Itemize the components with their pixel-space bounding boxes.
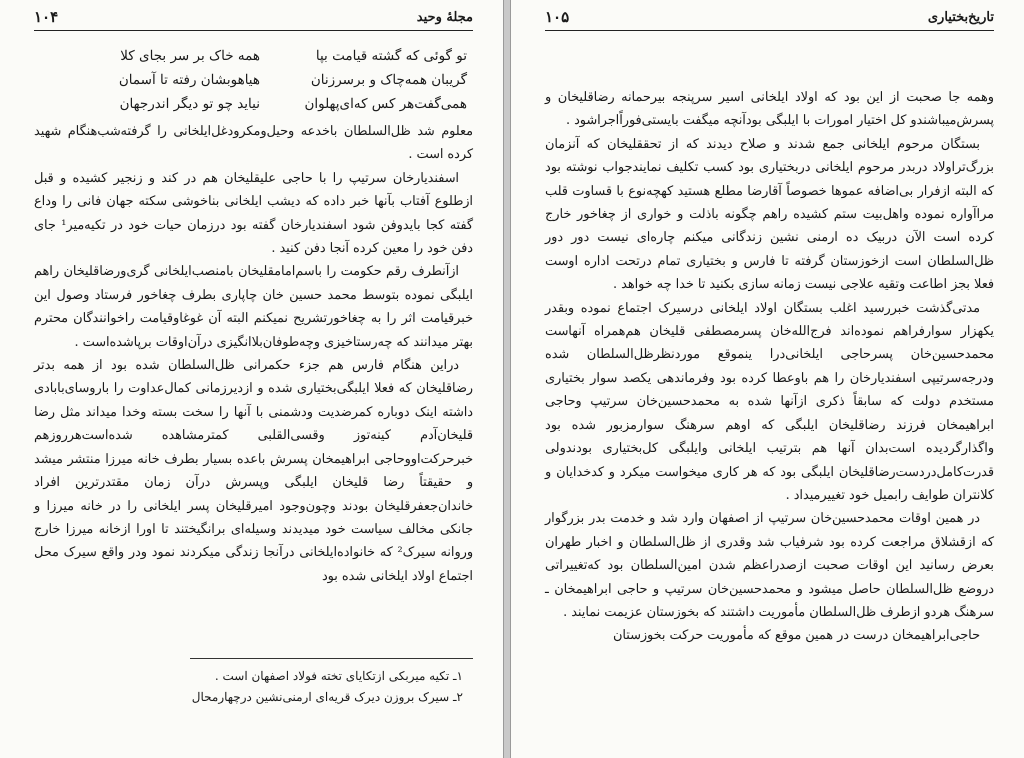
left-page-number: ۱۰۴ bbox=[34, 8, 59, 26]
paragraph: معلوم شد ظل‌السلطان باخدعه وحیل‌ومکرودغل‌ایلخانی را گرفته‌شب‌هنگام شهید کرده است . bbox=[34, 124, 473, 163]
paragraph: دراین هنگام فارس هم جزء حکمرانی ظل‌السلطان شده بود از همه بدتر رضاقلیخان که فعلا ایلبگی‌بختیاری شده و ازدیرزمانی کمال‌عداوت را باروسای‌بابادی داشته اینک دوباره کمرضدیت ودشمنی با آنها را سخت بسته وخدا میداند مثل رضا قلیخان‌آدم کینه‌توز وقسی‌القلبی کمترمشاهده شده‌است‌هرروزهم خبرحرکت‌اووحاجی ابراهیمخان پسرش باعده بسیار بطرف خانه میرزا منتشر میشد و حقیقتاً رضا قلیخان ایلبگی وپسرش درآن زمان مقتدرترین افراد خاندان‌جعفرقلیخان بودند وچون‌وجود امیرقلیخان پسر ایلخانی را در خانه میرزا و جانکی مخالف سیاست خود میدیدند وسیله‌ای برانگیختند تا اورا ازخانه میرزا خارج وروانه سیرک² که خانواده‌ایلخانی درآنجا زندگی میکردند نمود ودر واقع سیرک محل اجتماع اولاد ایلخانی شده بود bbox=[34, 358, 473, 584]
right-page-body bbox=[545, 86, 994, 648]
poem-hemistich: گریبان همه‌چاک و برسرزنان bbox=[310, 72, 467, 88]
paragraph: مدتی‌گذشت خبررسید اغلب بستگان اولاد ایلخانی درسیرک اجتماع نموده وبقدر یکهزار سوارفراهم نموده‌اند فرج‌الله‌خان پسرمصطفی قلیخان هم‌همراه آنهاست محمدحسین‌خان پسرحاجی ایلخانی‌درا ینموقع موردنظرظل‌السلطان شده ودرجه‌سرتیپی اسفندیارخان را هم باوعطا کرده بود وفرماندهی یکصد سوار بختیاری مستخدم دولت که سابقاً ذکری ازآنها شده به محمدحسین‌خان سرتیپ وحاجی ابراهیمخان فرزند رضاقلیخان ایلبگی که اوهم سرهنگ سوارمزبور شده بود واگذارگردیده است‌بدان آنها هم بترتیب ایلخانی وایلبگی کل‌بختیاری بودندولی قدرت‌کامل‌دردست‌رضاقلیخان ایلبگی بود که هر کاری میخواست میکرد و کدخدایان و کلانتران طوایف رابمیل خود تغییرمیداد . bbox=[545, 300, 994, 503]
poem-hemistich: همی‌گفت‌هر کس که‌ای‌پهلوان bbox=[304, 96, 467, 112]
paragraph: ازآنطرف رقم حکومت را باسم‌امامقلیخان بامنصب‌ایلخانی گری‌ورضاقلیخان راهم ایلبگی نموده بتوسط محمد حسین خان چاپاری بطرف چغاخور فرستاد وصول این خبرقیامت اثر را به چغاخورتشریح نمیکنم البته آن غوغاوقیامت راخوانندگان محترم بهتر میدانند که چه‌رستاخیزی وچه‌طوفان‌بلاانگیزی درآن‌اوقات برپاشده‌است . bbox=[34, 264, 473, 350]
poem-verse bbox=[40, 96, 467, 120]
paragraph: در همین اوقات محمدحسین‌خان سرتیپ از اصفهان وارد شد و خدمت بدر بزرگوار که ازقشلاق مراجعت کرده بود شرفیاب شد وقدری از ظل‌السلطان و اخبار طهران بعرض رسانید این اوقات صحبت ازصدراعظم شدن امین‌السلطان بود که‌تغییراتی دروضع ظل‌السلطان حاصل میشود و محمدحسین‌خان سرتیپ و حاجی ابراهیمخان ـ سرهنگ هردو ازطرف ظل‌السلطان مأموریت داشتند که بخوزستان عزیمت نمایند . bbox=[545, 511, 994, 620]
footnote: ۲ـ سیرک بروزن دیرک قریه‌ای ارمنی‌نشین درچهارمحال bbox=[191, 690, 463, 704]
poem bbox=[40, 48, 467, 120]
footnote-divider bbox=[190, 658, 473, 659]
poem-verse bbox=[40, 48, 467, 72]
paragraph: اسفندیارخان سرتیپ را با حاجی علیقلیخان هم در کند و زنجیر کشیده و قبل ازطلوع آفتاب بآنها خبر داده که دیشب ایلخانی بناخوشی سکته جهان فانی را وداع گفته کجا بایدوفن شود اسفندیارخان گفته بود درزمان حیات خود در تکیه‌میر¹ جای دفن خود را معین کرده آنجا دفن کنید . bbox=[34, 170, 473, 257]
right-header-title: تاریخ‌بختیاری bbox=[927, 10, 994, 25]
paragraph: حاجی‌ابراهیمخان درست در همین موقع که مأموریت حرکت بخوزستان bbox=[612, 628, 980, 644]
right-page-header bbox=[545, 8, 994, 31]
paragraph: وهمه جا صحبت از این بود که اولاد ایلخانی اسیر سرپنجه بیرحمانه رضاقلیخان و پسرش‌میباشندو کل اختیار امورات با ایلبگی بودآنچه میگفت بایستی‌فوراًاجراشود . bbox=[545, 90, 994, 129]
poem-hemistich: هیاهوبشان رفته تا آسمان bbox=[118, 72, 260, 88]
poem-hemistich: همه خاک بر سر بجای کلا bbox=[120, 48, 260, 64]
footnote: ۱ـ تکیه میربکی ازتکایای تخته فولاد اصفهان است . bbox=[214, 669, 463, 683]
left-page bbox=[0, 0, 504, 758]
left-page-body bbox=[34, 120, 473, 588]
poem-hemistich: تو گوئی که گشته قیامت بپا bbox=[315, 48, 467, 64]
left-header-title: مجلهٔ وحید bbox=[416, 10, 473, 25]
poem-verse bbox=[40, 72, 467, 96]
left-page-header bbox=[34, 8, 473, 31]
paragraph: بستگان مرحوم ایلخانی جمع شدند و صلاح دیدند که از تحققلیخان که آنزمان بزرگ‌تراولاد دربدر مرحوم ایلخانی دربختیاری بود کسب تکلیف نمایندجواب نوشته بود که البته ازفرار بی‌اضافه عموها خصوصاً آقارضا مطلع هستید کهچه‌نوع با قساوت قلب مراآواره نموده واهل‌بیت ستم کشیده راهم چگونه باذلت و خواری از چغاخور خارج کرده است الآن دربیک ده ارمنی نشین زندگانی میکنم چاره‌ای نیست دور دور ظل‌السلطان است ازخوزستان گرفته تا فارس و بختیاری تمام درتحت اداره اوست فعلا بجز اطاعت وتقیه علاجی نیست زمانه سازی بکنید تا خدا چه خواهد . bbox=[545, 136, 994, 293]
footnotes bbox=[90, 666, 463, 708]
poem-hemistich: نیاید چو تو دیگر اندرجهان bbox=[119, 96, 260, 112]
right-page-number: ۱۰۵ bbox=[545, 8, 570, 26]
right-page bbox=[510, 0, 1024, 758]
